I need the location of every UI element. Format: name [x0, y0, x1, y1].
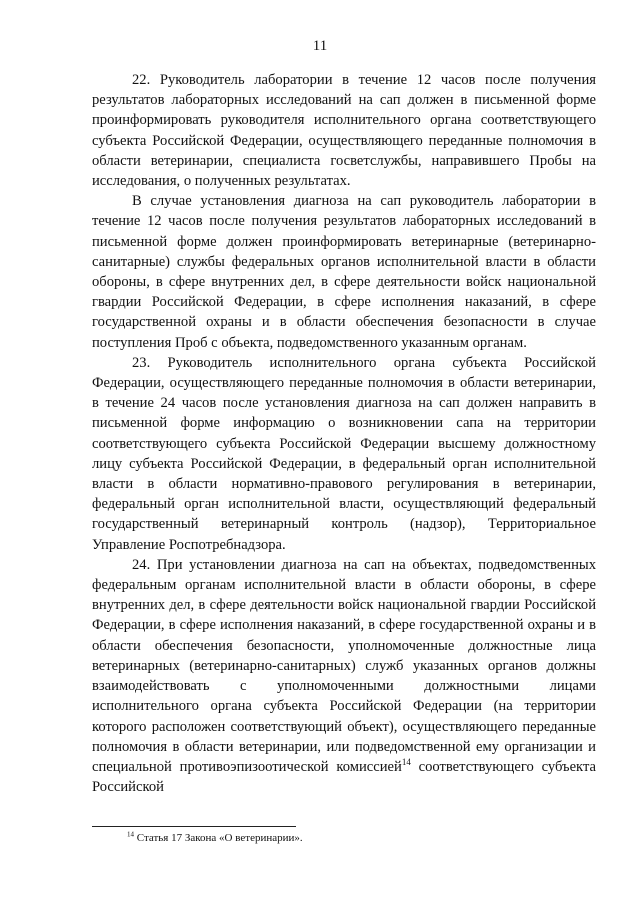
footnote-divider [92, 826, 296, 827]
paragraph-22-continuation: В случае установления диагноза на сап руководитель лаборатории в течение 12 часов после получения результатов лабораторных исследований в письменной форме должен проинформировать ветеринарные (ветеринарно-санитарные) службы федеральных органов исполнительной власти в области обороны, в сфере внутренних дел, в сфере деятельности войск национальной гвардии Российской Федерации, в сфере исполнения наказаний, в сфере государственной охраны и в области обеспечения безопасности в случае поступления Проб с объекта, подведомственного указанным органам. [92, 193, 596, 351]
paragraph-23: 23. Руководитель исполнительного органа субъекта Российской Федерации, осуществляющего переданные полномочия в области ветеринарии, в течение 24 часов после установления диагноза на сап должен направить в письменной форме информацию о возникновении сапа на территории соответствующего субъекта Российской Федерации высшему должностному лицу субъекта Российской Федерации, в федеральный орган исполнительной власти в области нормативно-правового регулирования в ветеринарии, федеральный орган исполнительной власти, осуществляющий федеральный государственный ветеринарный контроль (надзор), Территориальное Управление Роспотребнадзора. [92, 354, 596, 553]
document-body [92, 70, 596, 797]
paragraph-24-text: 24. При установлении диагноза на сап на объектах, подведомственных федеральным органам исполнительной власти в области обороны, в сфере внутренних дел, в сфере деятельности войск национальной гвардии Российской Федерации, в сфере исполнения наказаний, в сфере государственной охраны и в области обеспечения безопасности, уполномоченные должностные лица ветеринарных (ветеринарно-санитарных) служб указанных органов должны взаимодействовать с уполномоченными должностными лицами исполнительного органа субъекта Российской Федерации (на территории которого расположен соответствующий объект), осуществляющего переданные полномочия в области ветеринарии, или подведомственной ему организации и специальной противоэпизоотической комиссией [92, 556, 596, 775]
paragraph-24 [92, 555, 596, 797]
paragraph-22: 22. Руководитель лаборатории в течение 12 часов после получения результатов лабораторных исследований на сап должен в письменной форме проинформировать руководителя исполнительного органа соответствующего субъекта Российской Федерации, осуществляющего переданные полномочия в области ветеринарии, специалиста госветслужбы, направившего Пробы на исследования, о полученных результатах. [92, 72, 596, 190]
footnote-reference: 14 [401, 757, 411, 768]
footnote [127, 832, 303, 845]
footnote-marker: 14 [127, 830, 134, 839]
paragraph-24-text-end: соответствующего субъекта Российской [92, 758, 596, 796]
page-number: 11 [312, 38, 328, 54]
footnote-text: Статья 17 Закона «О ветеринарии». [134, 832, 303, 844]
